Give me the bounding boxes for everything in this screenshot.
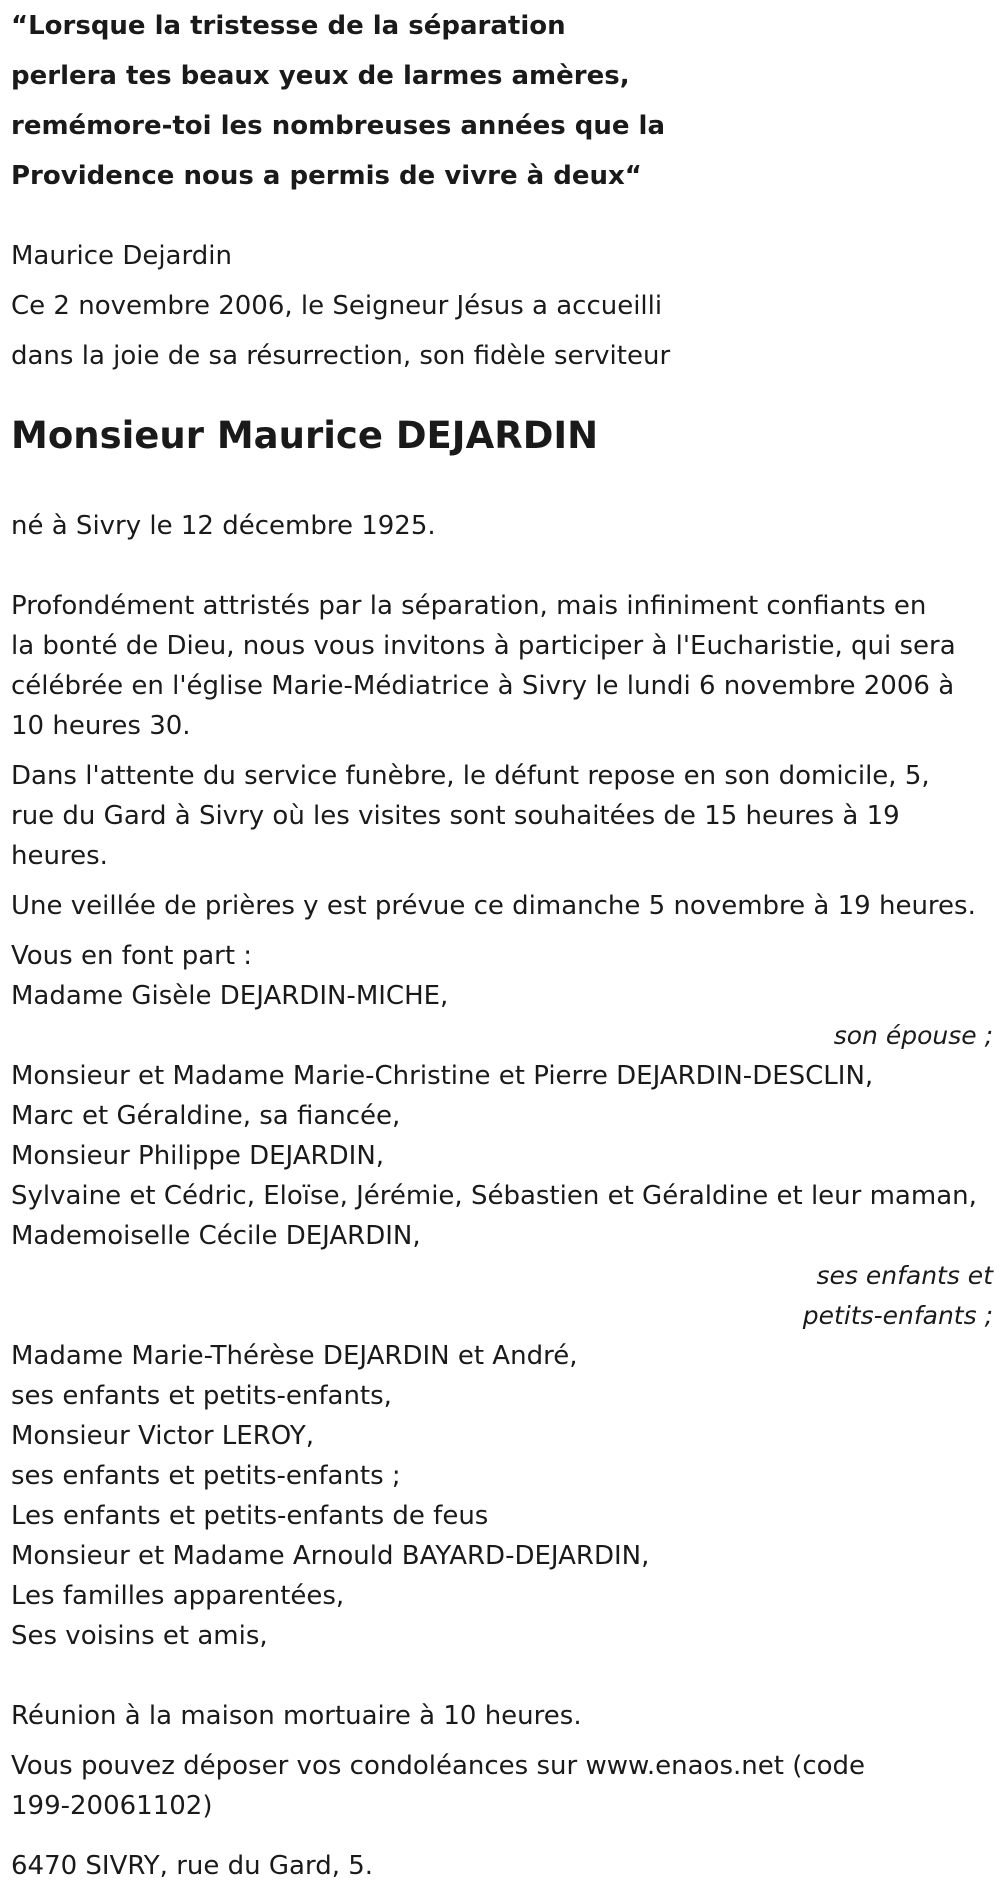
family-line: ses enfants et petits-enfants ; bbox=[11, 1461, 401, 1491]
paragraph-line: Profondément attristés par la séparation, mais infiniment confiants en bbox=[11, 591, 927, 621]
paragraph-line: 10 heures 30. bbox=[11, 711, 191, 741]
family-line: Monsieur Victor LEROY, bbox=[11, 1421, 314, 1451]
intro-line: Maurice Dejardin bbox=[11, 241, 232, 271]
quote-line: remémore-toi les nombreuses années que la bbox=[11, 111, 666, 141]
announcers-intro: Vous en font part : bbox=[11, 941, 253, 971]
family-line: Sylvaine et Cédric, Eloïse, Jérémie, Sébastien et Géraldine et leur maman, bbox=[11, 1181, 977, 1211]
children-role: petits-enfants ; bbox=[802, 1301, 993, 1330]
meeting-line: Réunion à la maison mortuaire à 10 heures. bbox=[11, 1701, 582, 1731]
condolences-line: 199-20061102) bbox=[11, 1791, 213, 1821]
quote-line: “Lorsque la tristesse de la séparation bbox=[11, 11, 566, 41]
spouse-role: son épouse ; bbox=[833, 1021, 993, 1050]
paragraph-line: heures. bbox=[11, 841, 108, 871]
family-line: Marc et Géraldine, sa fiancée, bbox=[11, 1101, 401, 1131]
family-line: Ses voisins et amis, bbox=[11, 1621, 268, 1651]
deceased-name-heading: Monsieur Maurice DEJARDIN bbox=[11, 414, 599, 457]
family-line: Monsieur Philippe DEJARDIN, bbox=[11, 1141, 385, 1171]
intro-line: dans la joie de sa résurrection, son fidèle serviteur bbox=[11, 341, 671, 371]
family-line: Monsieur et Madame Arnould BAYARD-DEJARDIN, bbox=[11, 1541, 650, 1571]
condolences-line: Vous pouvez déposer vos condoléances sur www.enaos.net (code bbox=[11, 1751, 866, 1781]
intro-line: Ce 2 novembre 2006, le Seigneur Jésus a accueilli bbox=[11, 291, 663, 321]
vigil-line: Une veillée de prières y est prévue ce dimanche 5 novembre à 19 heures. bbox=[11, 891, 976, 921]
birth-line: né à Sivry le 12 décembre 1925. bbox=[11, 511, 436, 541]
address-line: 6470 SIVRY, rue du Gard, 5. bbox=[11, 1851, 374, 1881]
family-line: Les familles apparentées, bbox=[11, 1581, 345, 1611]
family-line: Les enfants et petits-enfants de feus bbox=[11, 1501, 489, 1531]
paragraph-line: la bonté de Dieu, nous vous invitons à participer à l'Eucharistie, qui sera bbox=[11, 631, 956, 661]
children-role: ses enfants et bbox=[816, 1261, 993, 1290]
quote-line: Providence nous a permis de vivre à deux“ bbox=[11, 161, 642, 191]
paragraph-line: célébrée en l'église Marie-Médiatrice à Sivry le lundi 6 novembre 2006 à bbox=[11, 671, 955, 701]
family-line: Monsieur et Madame Marie-Christine et Pierre DEJARDIN-DESCLIN, bbox=[11, 1061, 874, 1091]
family-line: ses enfants et petits-enfants, bbox=[11, 1381, 392, 1411]
spouse-line: Madame Gisèle DEJARDIN-MICHE, bbox=[11, 981, 449, 1011]
paragraph-line: Dans l'attente du service funèbre, le défunt repose en son domicile, 5, bbox=[11, 761, 930, 791]
family-line: Madame Marie-Thérèse DEJARDIN et André, bbox=[11, 1341, 578, 1371]
paragraph-line: rue du Gard à Sivry où les visites sont souhaitées de 15 heures à 19 bbox=[11, 801, 900, 831]
quote-line: perlera tes beaux yeux de larmes amères, bbox=[11, 61, 630, 91]
family-line: Mademoiselle Cécile DEJARDIN, bbox=[11, 1221, 421, 1251]
